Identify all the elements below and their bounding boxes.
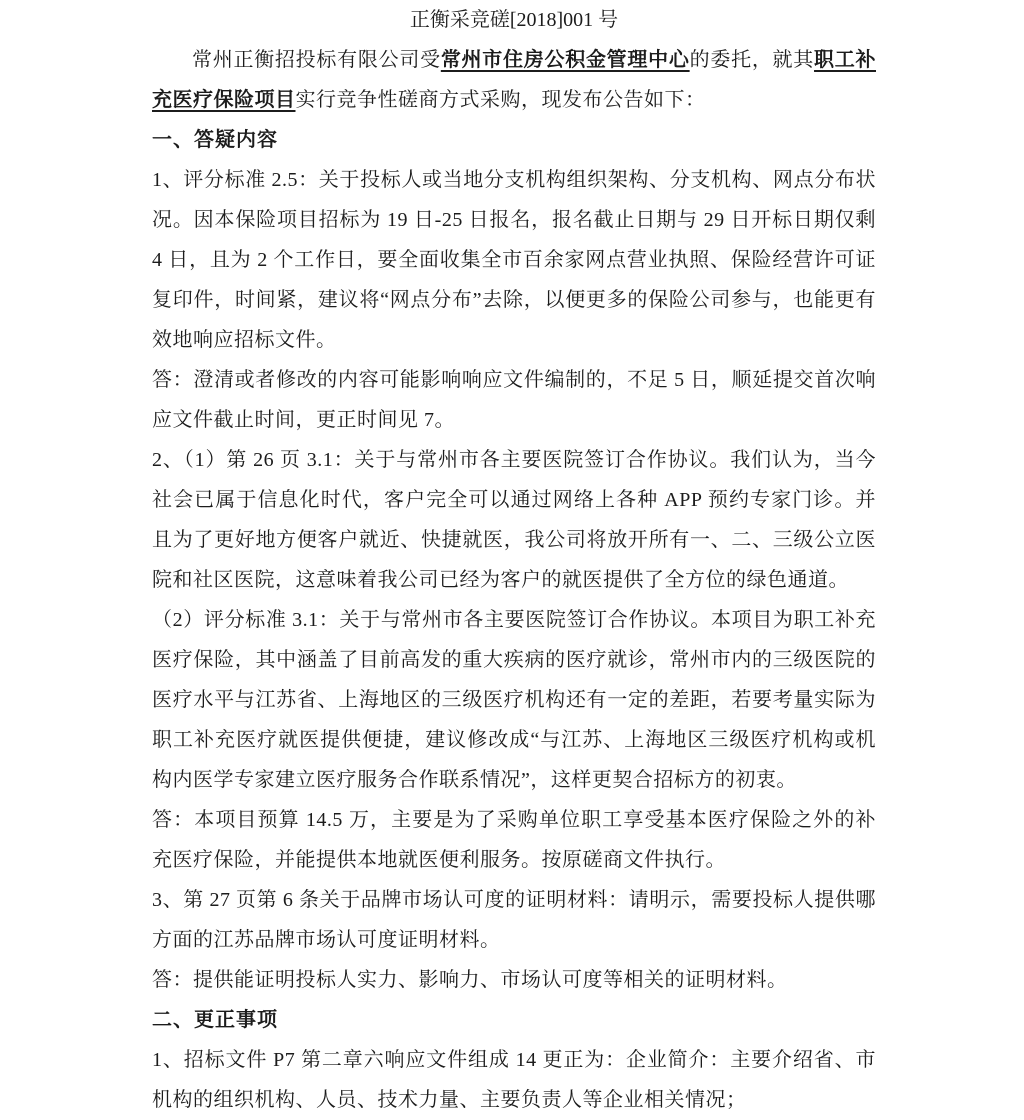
section-1-heading: 一、答疑内容: [152, 129, 278, 151]
intro-text-3: 实行竞争性磋商方式采购，现发布公告如下：: [295, 89, 706, 111]
intro-paragraph: [152, 40, 876, 120]
intro-text-1: 常州正衡招投标有限公司受: [192, 49, 441, 71]
qa-paragraph-2: 2、（1）第 26 页 3.1：关于与常州市各主要医院签订合作协议。我们认为，当今社会已属于信息化时代，客户完全可以通过网络上各种 APP 预约专家门诊。并且为了更好地方便客户就近、快捷就医，我公司将放开所有一、二、三级公立医院和社区医院，这意味着我公司已经为客户的就医提供了全方位的绿色通道。: [152, 449, 876, 591]
qa-answer-2: 答：本项目预算 14.5 万，主要是为了采购单位职工享受基本医疗保险之外的补充医疗保险，并能提供本地就医便利服务。按原磋商文件执行。: [152, 809, 876, 871]
qa-answer-1: 答：澄清或者修改的内容可能影响响应文件编制的，不足 5 日，顺延提交首次响应文件截止时间，更正时间见 7。: [152, 369, 876, 431]
project-name: 职工补充医疗保险项目: [152, 49, 876, 111]
client-name: 常州市住房公积金管理中心: [440, 49, 690, 71]
doc-number: 正衡采竞磋[2018]001 号: [409, 9, 619, 31]
section-2-heading: 二、更正事项: [152, 1009, 278, 1031]
qa-paragraph-3: 3、第 27 页第 6 条关于品牌市场认可度的证明材料：请明示，需要投标人提供哪方面的江苏品牌市场认可度证明材料。: [152, 889, 876, 951]
qa-paragraph-1: 1、评分标准 2.5：关于投标人或当地分支机构组织架构、分支机构、网点分布状况。因本保险项目招标为 19 日-25 日报名，报名截止日期与 29 日开标日期仅剩 4 日，且为 2 个工作日，要全面收集全市百余家网点营业执照、保险经营许可证复印件，时间紧，建议将“网点分布”去除，以便更多的保险公司参与，也能更有效地响应招标文件。: [152, 169, 876, 351]
intro-text-2: 的委托，就其: [689, 49, 815, 71]
qa-answer-3: 答：提供能证明投标人实力、影响力、市场认可度等相关的证明材料。: [152, 969, 788, 991]
qa-paragraph-2b: （2）评分标准 3.1：关于与常州市各主要医院签订合作协议。本项目为职工补充医疗保险，其中涵盖了目前高发的重大疾病的医疗就诊，常州市内的三级医院的医疗水平与江苏省、上海地区的三级医疗机构还有一定的差距，若要考量实际为职工补充医疗就医提供便捷，建议修改成“与江苏、上海地区三级医疗机构或机构内医学专家建立医疗服务合作联系情况”，这样更契合招标方的初衷。: [152, 609, 876, 791]
correction-paragraph-1: 1、招标文件 P7 第二章六响应文件组成 14 更正为：企业简介：主要介绍省、市机构的组织机构、人员、技术力量、主要负责人等企业相关情况；: [152, 1049, 876, 1111]
